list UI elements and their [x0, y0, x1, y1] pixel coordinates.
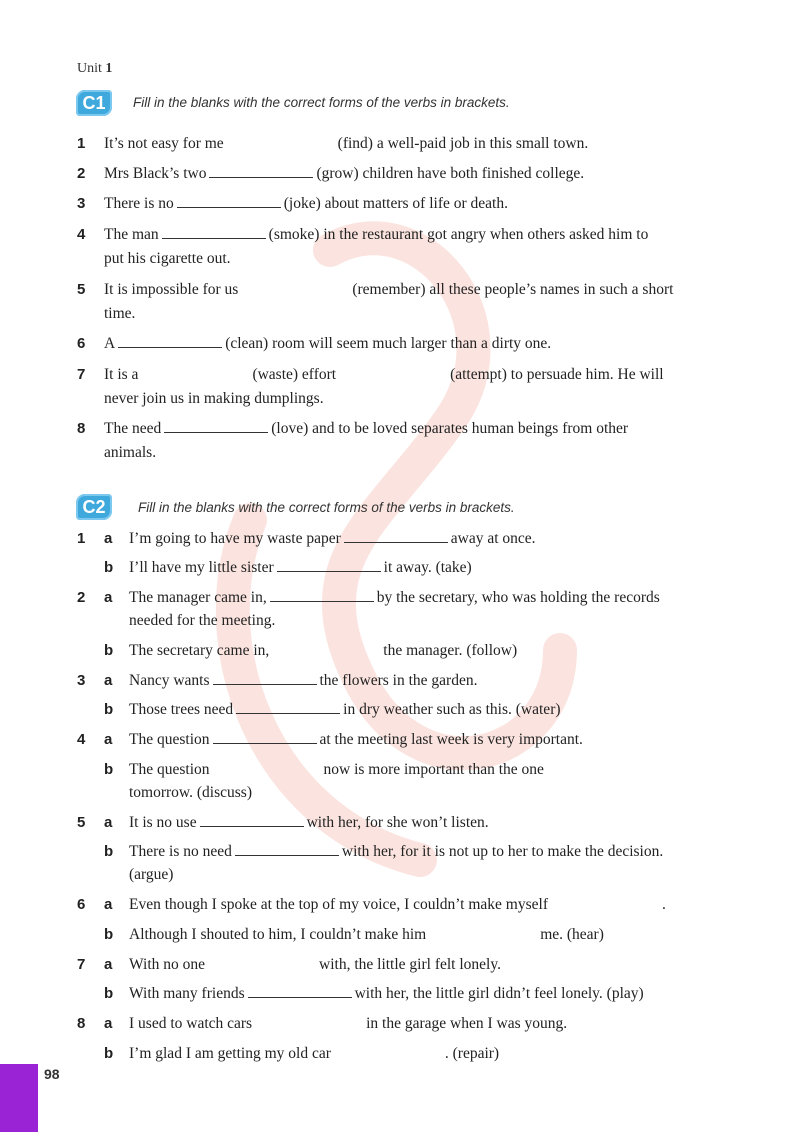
- c2-badge: C2: [76, 494, 112, 520]
- answer-blank[interactable]: [344, 527, 448, 543]
- answer-blank[interactable]: [277, 556, 381, 572]
- answer-blank[interactable]: [209, 162, 313, 178]
- c1-badge: C1: [76, 90, 112, 116]
- answer-blank[interactable]: [236, 698, 340, 714]
- page-number: 98: [44, 1066, 60, 1082]
- answer-blank[interactable]: [177, 192, 281, 208]
- c2-instruction: Fill in the blanks with the correct forms of the verbs in brackets.: [138, 500, 515, 515]
- answer-blank[interactable]: [200, 811, 304, 827]
- answer-blank[interactable]: [213, 669, 317, 685]
- answer-blank[interactable]: [162, 223, 266, 239]
- answer-blank[interactable]: [235, 840, 339, 856]
- answer-blank[interactable]: [270, 586, 374, 602]
- answer-blank[interactable]: [118, 332, 222, 348]
- answer-blank[interactable]: [213, 728, 317, 744]
- c1-instruction: Fill in the blanks with the correct forms of the verbs in brackets.: [133, 95, 510, 110]
- answer-blank[interactable]: [248, 982, 352, 998]
- answer-blank[interactable]: [164, 417, 268, 433]
- unit-label: Unit 1: [77, 61, 113, 76]
- page-edge-tab: [0, 1064, 38, 1132]
